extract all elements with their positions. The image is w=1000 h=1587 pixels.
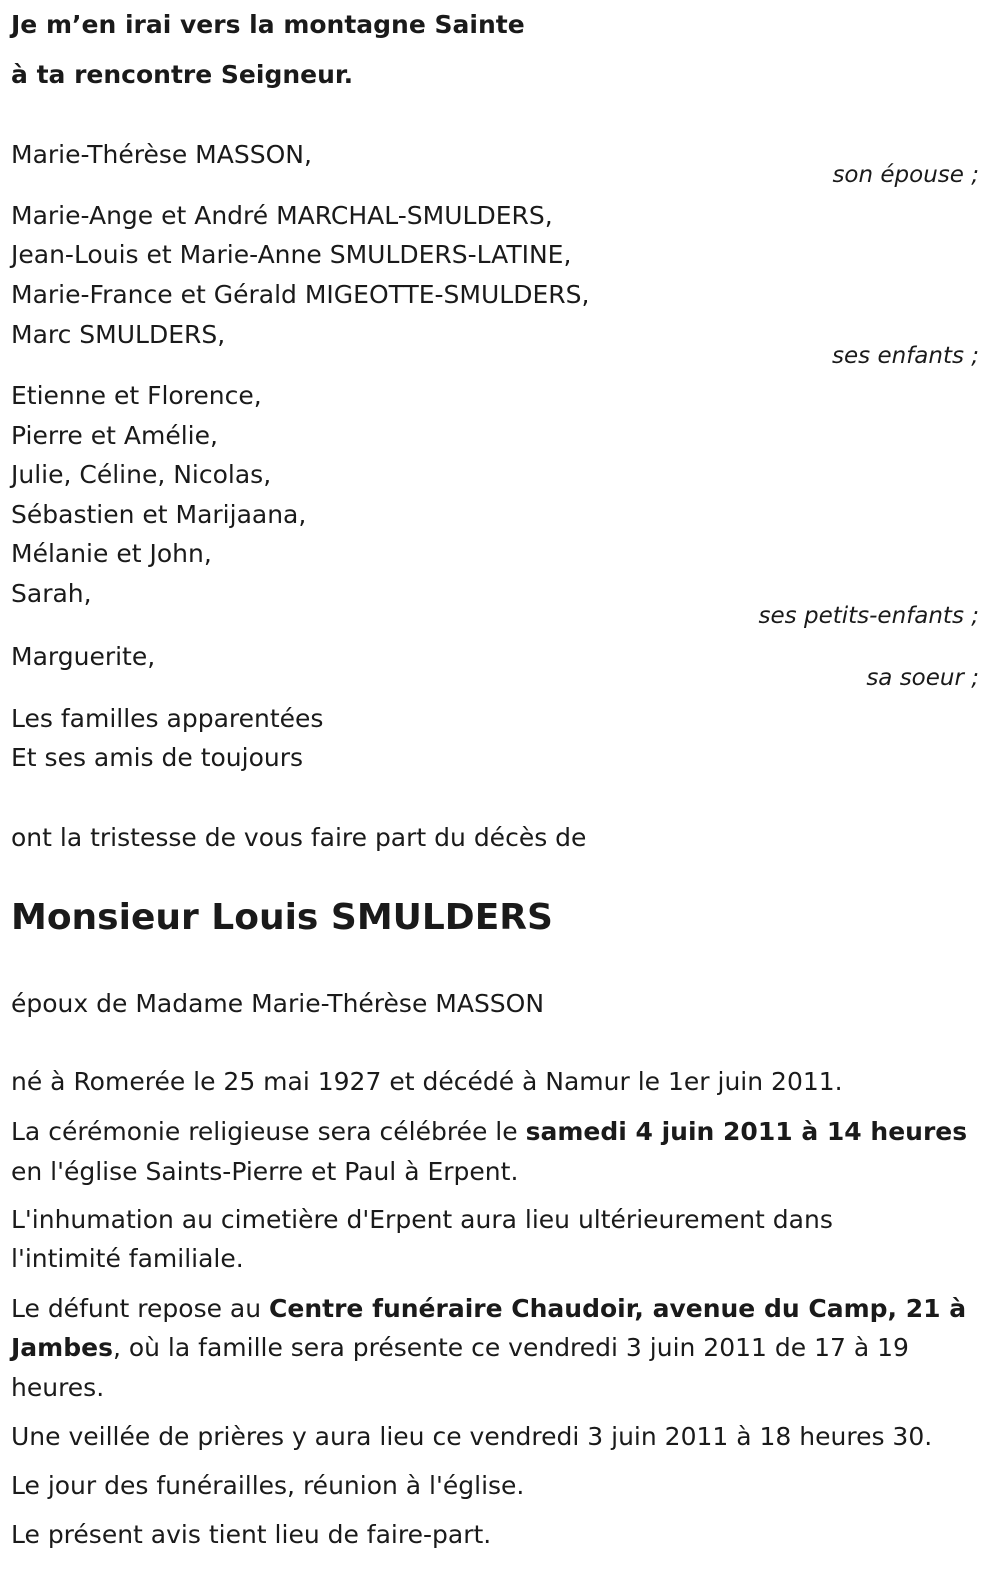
grandchild-name: Etienne et Florence, bbox=[11, 381, 262, 410]
repose-place: Centre funéraire Chaudoir, avenue du Camp, 21 à bbox=[269, 1294, 967, 1323]
spouse-line: époux de Madame Marie-Thérèse MASSON bbox=[11, 989, 545, 1018]
sister-role: sa soeur ; bbox=[866, 665, 979, 691]
vigil-line: Une veillée de prières y aura lieu ce vendredi 3 juin 2011 à 18 heures 30. bbox=[11, 1422, 933, 1451]
spouse-name: Marie-Thérèse MASSON, bbox=[11, 140, 312, 169]
child-name: Marie-Ange et André MARCHAL-SMULDERS, bbox=[11, 201, 553, 230]
birth-death: né à Romerée le 25 mai 1927 et décédé à Namur le 1er juin 2011. bbox=[11, 1067, 843, 1096]
announcement: ont la tristesse de vous faire part du décès de bbox=[11, 823, 587, 852]
ceremony-intro: La cérémonie religieuse sera célébrée le bbox=[11, 1117, 526, 1146]
ceremony-line bbox=[11, 1119, 967, 1144]
repose-line-2 bbox=[11, 1335, 909, 1360]
burial-line-1: L'inhumation au cimetière d'Erpent aura lieu ultérieurement dans bbox=[11, 1205, 833, 1234]
grandchild-name: Sarah, bbox=[11, 579, 92, 608]
grandchild-name: Mélanie et John, bbox=[11, 539, 212, 568]
children-role: ses enfants ; bbox=[832, 343, 979, 369]
grandchild-name: Sébastien et Marijaana, bbox=[11, 500, 307, 529]
verse-line-2: à ta rencontre Seigneur. bbox=[11, 60, 354, 89]
verse-line-1: Je m’en irai vers la montagne Sainte bbox=[11, 10, 525, 39]
repose-times: , où la famille sera présente ce vendredi 3 juin 2011 de 17 à 19 bbox=[112, 1333, 909, 1362]
ceremony-date: samedi 4 juin 2011 à 14 heures bbox=[525, 1117, 968, 1146]
others-line: Et ses amis de toujours bbox=[11, 743, 304, 772]
sister-name: Marguerite, bbox=[11, 642, 156, 671]
spouse-role: son épouse ; bbox=[832, 162, 979, 188]
ceremony-place: en l'église Saints-Pierre et Paul à Erpent. bbox=[11, 1157, 519, 1186]
grandchildren-role: ses petits-enfants ; bbox=[758, 603, 979, 629]
child-name: Jean-Louis et Marie-Anne SMULDERS-LATINE, bbox=[11, 240, 572, 269]
deceased-name: Monsieur Louis SMULDERS bbox=[11, 897, 553, 938]
burial-line-2: l'intimité familiale. bbox=[11, 1244, 244, 1273]
repose-intro: Le défunt repose au bbox=[11, 1294, 270, 1323]
child-name: Marie-France et Gérald MIGEOTTE-SMULDERS, bbox=[11, 280, 590, 309]
child-name: Marc SMULDERS, bbox=[11, 320, 226, 349]
notice-line: Le présent avis tient lieu de faire-part. bbox=[11, 1520, 492, 1549]
repose-line-1 bbox=[11, 1296, 966, 1321]
gathering-line: Le jour des funérailles, réunion à l'église. bbox=[11, 1471, 525, 1500]
others-line: Les familles apparentées bbox=[11, 704, 324, 733]
repose-town: Jambes bbox=[11, 1333, 113, 1362]
repose-line-3: heures. bbox=[11, 1373, 105, 1402]
grandchild-name: Pierre et Amélie, bbox=[11, 421, 218, 450]
grandchild-name: Julie, Céline, Nicolas, bbox=[11, 460, 272, 489]
